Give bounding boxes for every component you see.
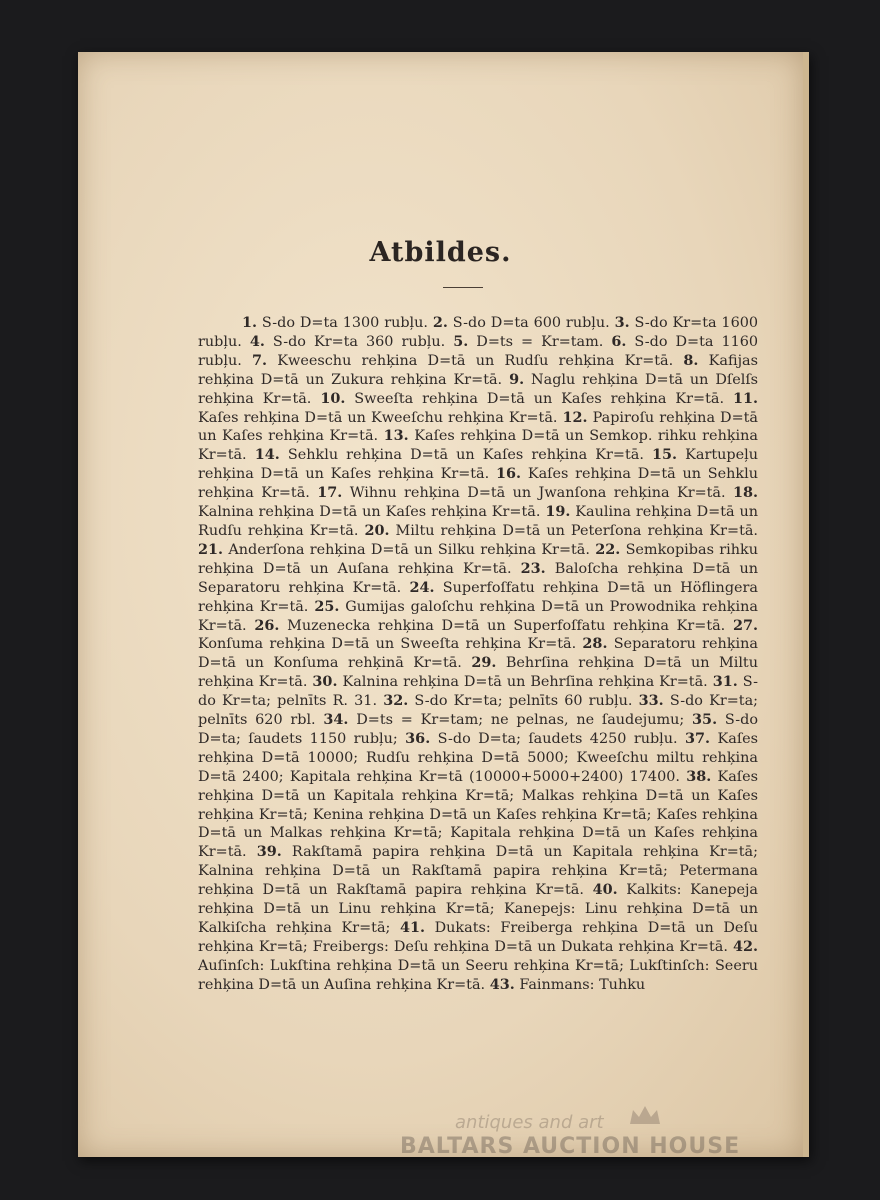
answer-text: Sehklu rehķina D=tā un Kaſes rehķina Kr=tā.: [287, 447, 644, 464]
answer-number: 41.: [399, 919, 426, 936]
answer-number: 6.: [611, 332, 627, 350]
auction-watermark: [400, 1112, 800, 1172]
answer-text: S-do D=ta; ſaudets 4250 rubļu.: [437, 730, 678, 747]
answer-text: Fainmans: Tuhku: [519, 976, 646, 993]
answer-item: [405, 731, 685, 747]
crown-icon: [628, 1104, 662, 1128]
answer-item: [254, 618, 733, 634]
answer-number: 13.: [383, 427, 409, 445]
answer-text: Kafijas rehķina D=tā un Zukura rehķina Kr=tā.: [198, 352, 759, 388]
answer-text: Wihnu rehķina D=tā un Jwanſona rehķina Kr=tā.: [349, 485, 726, 502]
answer-item: [255, 447, 652, 463]
answer-text: Kaſes rehķina D=tā un Semkop. rihku rehķina Kr=tā.: [198, 428, 759, 464]
answer-item: [433, 315, 615, 331]
answer-text: S-do Kr=ta; pelnīts R. 31.: [198, 674, 759, 710]
answer-number: 10.: [320, 389, 346, 407]
answer-text: Kaſes rehķina D=tā un Kweeſchu rehķina Kr=tā.: [198, 409, 558, 426]
answer-text: S-do Kr=ta 360 rubļu.: [272, 333, 446, 350]
answer-item: [323, 712, 692, 728]
answer-number: 8.: [683, 351, 699, 369]
answer-text: Kaſes rehķina D=tā un Kapitala rehķina Kr=tā; Malkas rehķina D=tā un Kaſes rehķina Kr=tā; Kenina rehķina D=tā un Kaſes rehķina Kr=tā; Kaſes rehķina D=tā un Malkas rehķina Kr=tā; Kapitala rehķina D=tā un Kaſes rehķina Kr=tā.: [198, 768, 759, 861]
answer-text: Dukats: Freiberga rehķina D=tā un Deſu rehķina Kr=tā; Freibergs: Deſu rehķina D=tā un Dukata rehķina Kr=tā.: [198, 920, 759, 955]
answer-number: 35.: [692, 711, 718, 729]
answer-item: [453, 334, 611, 350]
watermark-tagline: antiques and art: [455, 1112, 604, 1133]
answer-text: Semkopibas rihku rehķina D=tā un Auſana rehķina Kr=tā.: [198, 541, 758, 577]
answer-number: 40.: [592, 881, 618, 899]
answer-number: 5.: [453, 332, 469, 350]
answer-text: Konſuma rehķina D=tā un Sweeſta rehķina Kr=tā.: [198, 636, 577, 653]
answer-text: D=ts = Kr=tam.: [476, 333, 604, 350]
answer-text: D=ts = Kr=tam; ne pelnas, ne ſaudejumu;: [356, 712, 685, 729]
answer-number: 20.: [364, 521, 390, 539]
answer-text: Kaſes rehķina D=tā un Sehklu rehķina Kr=tā.: [198, 466, 759, 502]
answer-text: Behrſina rehķina D=tā un Miltu rehķina Kr=tā.: [198, 655, 758, 691]
answer-text: Kaſes rehķina D=tā 10000; Rudſu rehķina D=tā 5000; Kweeſchu miltu rehķina D=tā 2400; Kapitala rehķina Kr=tā (10000+5000+2400) 17400.: [198, 730, 759, 785]
page-title: Atbildes.: [369, 237, 512, 268]
watermark-name: BALTARS AUCTION HOUSE: [400, 1134, 741, 1159]
answer-number: 30.: [312, 673, 338, 691]
answer-text: Separatoru rehķina D=tā un Konſuma rehķinā Kr=tā.: [198, 636, 758, 672]
answer-item: [490, 977, 646, 993]
answer-text: Kalnina rehķina D=tā un Behrſina rehķina Kr=tā.: [342, 674, 708, 691]
answer-number: 14.: [254, 446, 280, 464]
answer-item: [242, 315, 433, 331]
answer-number: 17.: [317, 484, 343, 502]
answer-item: [364, 523, 758, 539]
answer-text: Naglu rehķina D=tā un Dſelſs rehķina Kr=tā.: [198, 371, 759, 407]
answer-number: 42.: [732, 937, 758, 955]
answer-item: [317, 485, 733, 501]
answer-number: 34.: [323, 711, 349, 729]
answer-number: 33.: [638, 692, 664, 710]
answer-text: Baloſcha rehķina D=tā un Separatoru rehķina Kr=tā.: [198, 560, 758, 596]
answer-number: 7.: [252, 351, 268, 369]
answer-text: Rakſtamā papira rehķina D=tā un Kapitala rehķina Kr=tā; Kalnina rehķina D=tā un Rakſtamā papira rehķina Kr=tā; Petermana rehķina D=tā un Rakſtamā papira rehķina Kr=tā.: [198, 844, 758, 899]
answer-text: S-do D=ta 600 rubļu.: [452, 315, 610, 331]
answer-text: Kweeschu rehķina D=tā un Rudſu rehķina Kr=tā.: [277, 352, 674, 369]
answer-text: Kalkits: Kanepeja rehķina D=tā un Linu rehķina Kr=tā; Kanepejs: Linu rehķina D=tā un Kalkiſcha rehķina Kr=tā;: [198, 882, 759, 936]
answer-number: 18.: [732, 484, 759, 502]
answer-number: 9.: [509, 370, 525, 388]
answer-number: 3.: [614, 314, 630, 331]
answer-text: Anderſona rehķina D=tā un Silku rehķina Kr=tā.: [228, 541, 590, 558]
answer-item: [312, 674, 712, 690]
answer-text: S-do Kr=ta; pelnīts 60 rubļu.: [414, 693, 633, 710]
answer-text: S-do D=ta 1300 rubļu.: [261, 315, 429, 331]
answers-text: [198, 314, 758, 995]
answer-number: 24.: [409, 578, 435, 596]
answer-text: S-do Kr=ta; pelnīts 620 rbl.: [198, 693, 759, 729]
answer-number: 12.: [562, 408, 588, 426]
answer-number: 23.: [520, 559, 546, 577]
answer-number: 21.: [198, 540, 224, 558]
answer-text: Miltu rehķina D=tā un Peterſona rehķina Kr=tā.: [395, 522, 759, 539]
answer-number: 1.: [242, 314, 258, 331]
answer-number: 37.: [685, 729, 711, 747]
answer-number: 31.: [712, 673, 738, 691]
answer-number: 38.: [686, 767, 712, 785]
title-divider: [443, 287, 483, 288]
answer-item: [252, 353, 683, 369]
answer-text: S-do D=ta; ſaudets 1150 rubļu;: [198, 712, 758, 747]
answer-number: 43.: [489, 975, 515, 993]
answer-text: Superfoſfatu rehķina D=tā un Höflingera rehķina Kr=tā.: [198, 579, 759, 615]
answer-text: S-do Kr=ta 1600 rubļu.: [198, 315, 759, 350]
answer-text: Auſinſch: Lukſtina rehķina D=tā un Seeru rehķina Kr=tā; Lukſtinſch: Seeru rehķina D=tā un Auſina rehķina Kr=tā.: [198, 957, 758, 993]
answer-number: 15.: [652, 446, 678, 464]
answer-text: Kaulina rehķina D=tā un Rudſu rehķina Kr=tā.: [198, 504, 758, 539]
answer-number: 25.: [314, 597, 340, 615]
answer-text: Muzenecka rehķina D=tā un Superfoſfatu rehķina Kr=tā.: [287, 617, 726, 634]
answer-item: [320, 391, 733, 407]
answer-item: [198, 542, 595, 558]
answer-number: 29.: [471, 654, 497, 672]
answer-number: 16.: [495, 465, 522, 483]
answer-number: 27.: [732, 616, 759, 634]
answer-number: 36.: [405, 729, 431, 747]
answer-number: 11.: [732, 389, 758, 407]
answer-number: 39.: [256, 843, 282, 861]
answer-number: 32.: [383, 692, 409, 710]
answer-item: [383, 693, 638, 709]
answer-text: S-do D=ta 1160 rubļu.: [198, 333, 759, 369]
answer-item: [250, 334, 453, 350]
answer-text: Kalnina rehķina D=tā un Kaſes rehķina Kr=tā.: [198, 504, 541, 521]
answer-text: Gumijas galoſchu rehķina D=tā un Prowodnika rehķina Kr=tā.: [198, 598, 758, 634]
answer-number: 26.: [254, 616, 280, 634]
answer-number: 22.: [595, 540, 621, 558]
answer-text: Sweeſta rehķina D=tā un Kaſes rehķina Kr=tā.: [354, 390, 725, 407]
answer-number: 19.: [545, 503, 571, 521]
book-page: [78, 52, 809, 1157]
answer-number: 2.: [432, 314, 448, 331]
answer-text: Papiroſu rehķina D=tā un Kaſes rehķina Kr=tā.: [198, 409, 759, 445]
answer-number: 4.: [249, 332, 265, 350]
answer-text: Kartupeļu rehķina D=tā un Kaſes rehķina Kr=tā.: [198, 447, 759, 483]
answer-number: 28.: [582, 635, 608, 653]
